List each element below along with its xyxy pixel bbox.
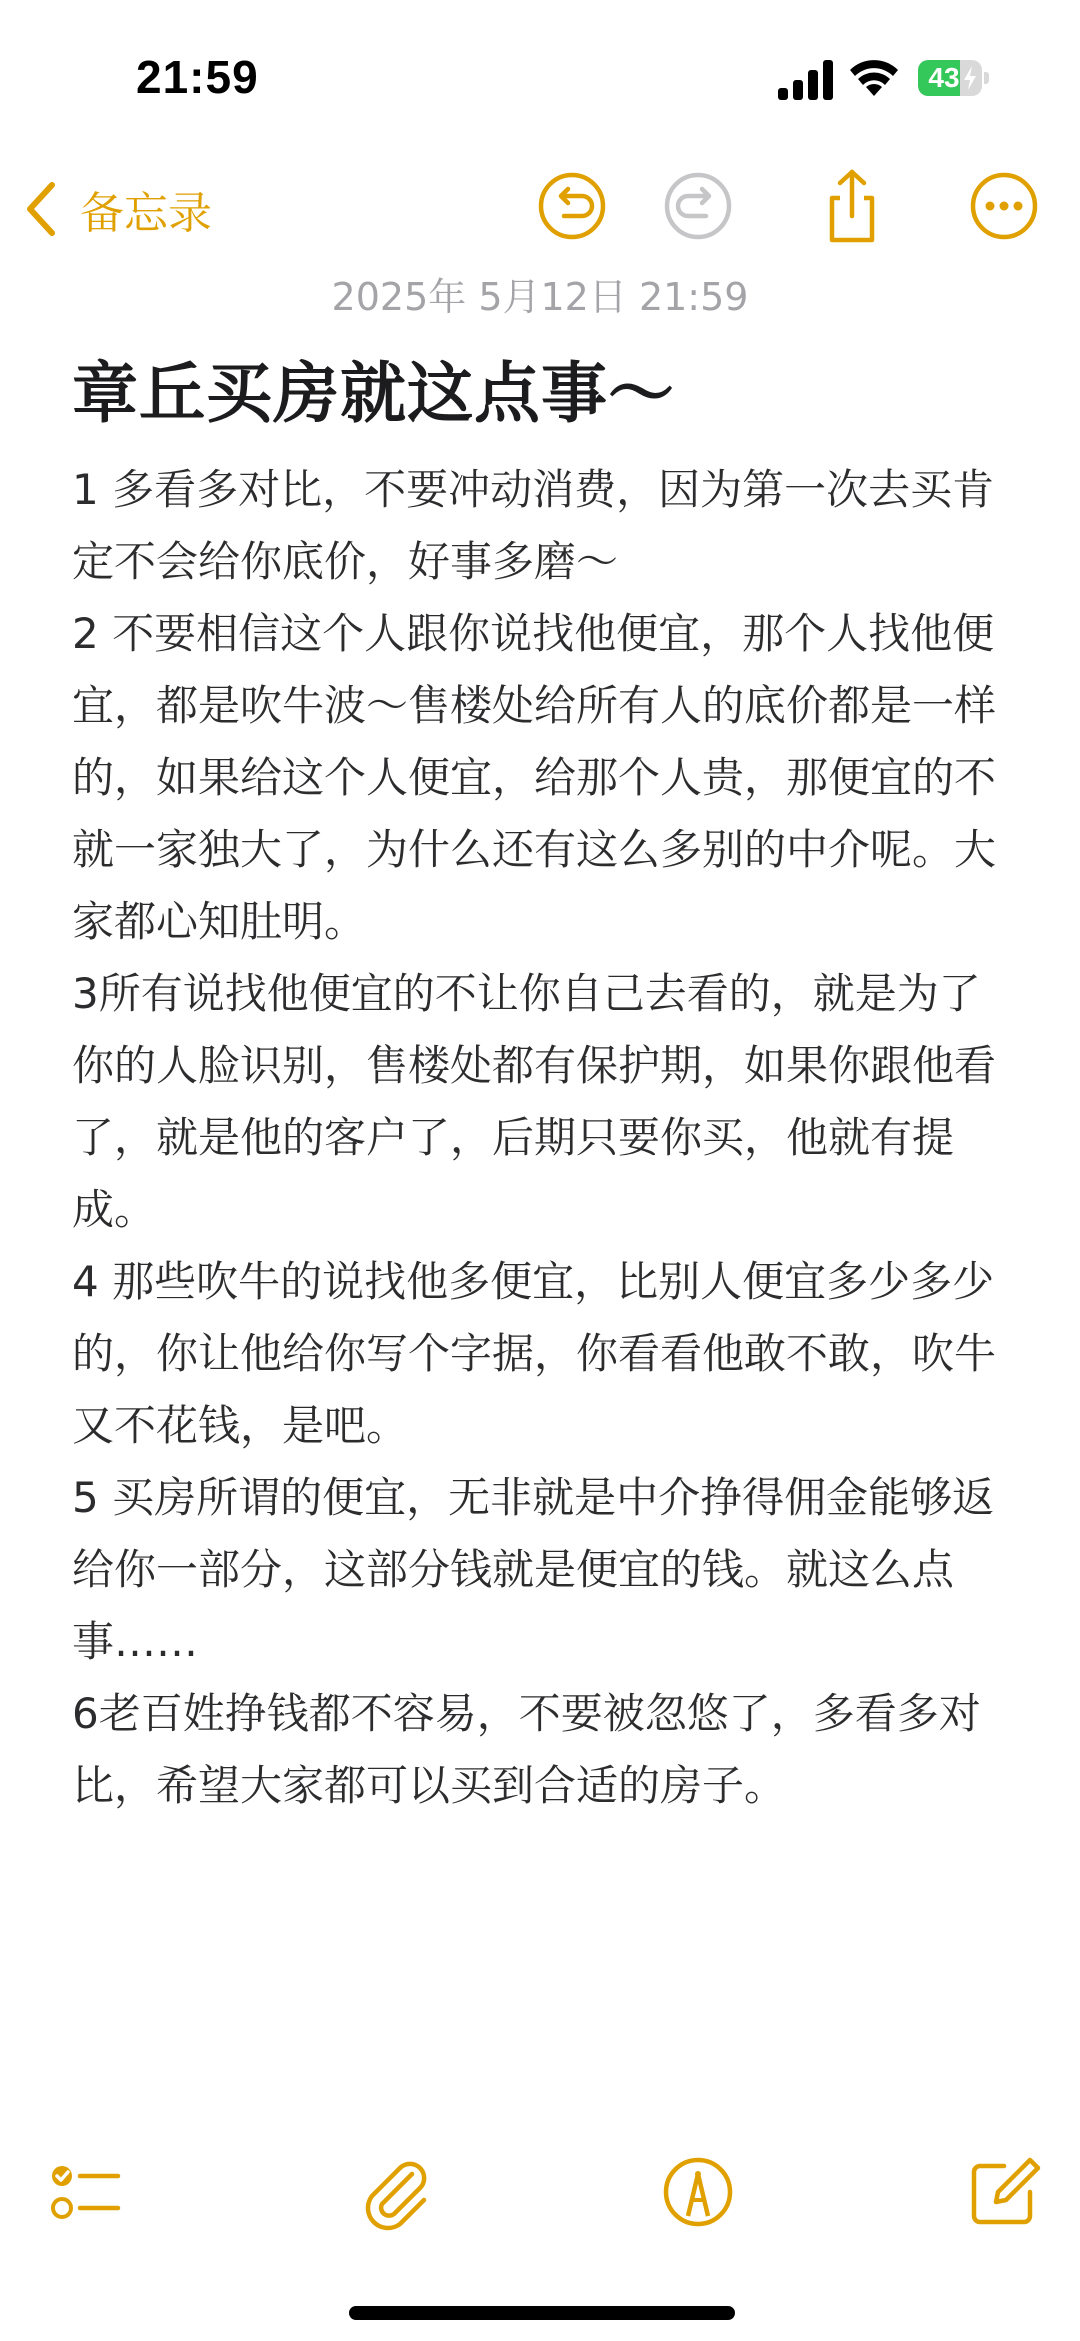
note-body[interactable] xyxy=(72,454,1022,1822)
share-icon xyxy=(814,168,890,244)
note-paragraph: 3所有说找他便宜的不让你自己去看的，就是为了你的人脸识别，售楼处都有保护期，如果你跟他看了，就是他的客户了，后期只要你买，他就有提成。 xyxy=(72,969,997,1234)
more-button[interactable] xyxy=(966,168,1042,244)
bolt-icon xyxy=(962,66,978,90)
markup-icon xyxy=(658,2152,738,2232)
note-paragraph: 1 多看多对比，不要冲动消费，因为第一次去买肯定不会给你底价，好事多磨～ xyxy=(72,465,995,586)
attachment-button[interactable] xyxy=(354,2152,434,2232)
back-button[interactable] xyxy=(22,176,212,242)
status-bar xyxy=(0,0,1080,150)
compose-icon xyxy=(964,2152,1044,2232)
note-paragraph: 2 不要相信这个人跟你说找他便宜，那个人找他便宜，都是吹牛波～售楼处给所有人的底价都是一样的，如果给这个人便宜，给那个人贵，那便宜的不就一家独大了，为什么还有这么多别的中介呢。大家都心知肚明。 xyxy=(72,609,997,946)
note-paragraph: 6老百姓挣钱都不容易，不要被忽悠了，多看多对比，希望大家都可以买到合适的房子。 xyxy=(72,1689,981,1810)
checklist-button[interactable] xyxy=(44,2152,124,2232)
redo-button[interactable] xyxy=(660,168,736,244)
attachment-icon xyxy=(354,2152,434,2232)
battery-level: 43 xyxy=(928,62,960,93)
chevron-left-icon xyxy=(22,179,62,239)
undo-button[interactable] xyxy=(534,168,610,244)
note-date: 2025年 5月12日 21:59 xyxy=(331,275,749,319)
wifi-icon xyxy=(848,56,900,98)
status-time: 21:59 xyxy=(136,51,259,103)
undo-icon xyxy=(534,168,610,244)
markup-button[interactable] xyxy=(658,2152,738,2232)
checklist-icon xyxy=(44,2152,124,2232)
redo-icon xyxy=(660,168,736,244)
note-paragraph: 5 买房所谓的便宜，无非就是中介挣得佣金能够返给你一部分，这部分钱就是便宜的钱。就这么点事…… xyxy=(72,1473,995,1666)
back-label: 备忘录 xyxy=(80,188,212,239)
note-paragraph: 4 那些吹牛的说找他多便宜，比别人便宜多少多少的，你让他给你写个字据，你看看他敢不敢，吹牛又不花钱，是吧。 xyxy=(72,1257,997,1450)
note-title[interactable]: 章丘买房就这点事～ xyxy=(72,355,675,432)
battery-charging-icon xyxy=(918,60,990,96)
compose-button[interactable] xyxy=(964,2152,1044,2232)
share-button[interactable] xyxy=(814,168,890,244)
home-indicator[interactable] xyxy=(349,2306,735,2320)
signal-icon xyxy=(778,60,834,100)
more-icon xyxy=(966,168,1042,244)
